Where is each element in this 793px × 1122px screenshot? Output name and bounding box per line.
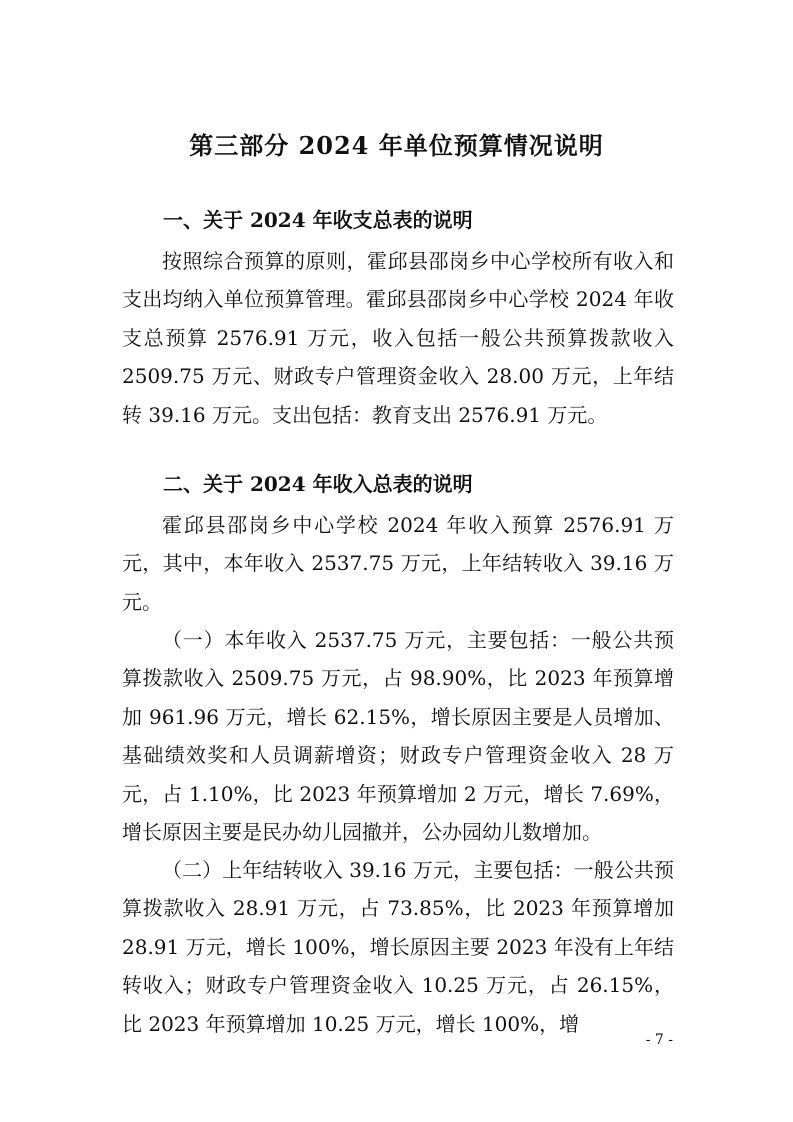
page-number: - 7 - (645, 1032, 673, 1048)
page-title: 第三部分 2024 年单位预算情况说明 (189, 131, 604, 160)
section-1-paragraph-1: 按照综合预算的原则，霍邱县邵岗乡中心学校所有收入和支出均纳入单位预算管理。霍邱县邵岗乡中心学校 2024 年收支总预算 2576.91 万元，收入包括一般公共预算拨款收入 2509.75 万元、财政专户管理资金收入 28.00 万元，上年结转 39.16 万元。支出包括：教育支出 2576.91 万元。 (122, 249, 674, 427)
section-heading-2: 二、关于 2024 年收入总表的说明 (163, 472, 473, 496)
section-heading-1: 一、关于 2024 年收支总表的说明 (163, 208, 473, 232)
section-2-paragraph-1: 霍邱县邵岗乡中心学校 2024 年收入预算 2576.91 万元，其中，本年收入 2537.75 万元，上年结转收入 39.16 万元。 (122, 513, 674, 614)
section-2-paragraph-3: （二）上年结转收入 39.16 万元，主要包括：一般公共预算拨款收入 28.91 万元，占 73.85%，比 2023 年预算增加 28.91 万元，增长 100%，增长原因主要 2023 年没有上年结转收入；财政专户管理资金收入 10.25 万元，占 26.15%，比 2023 年预算增加 10.25 万元，增长 100%，增 (122, 858, 674, 1036)
section-2-paragraph-2: （一）本年收入 2537.75 万元，主要包括：一般公共预算拨款收入 2509.75 万元，占 98.90%，比 2023 年预算增加 961.96 万元，增长 62.15%，增长原因主要是人员增加、基础绩效奖和人员调薪增资；财政专户管理资金收入 28 万元，占 1.10%，比 2023 年预算增加 2 万元，增长 7.69%，增长原因主要是民办幼儿园撤并，公办园幼儿数增加。 (122, 628, 674, 845)
